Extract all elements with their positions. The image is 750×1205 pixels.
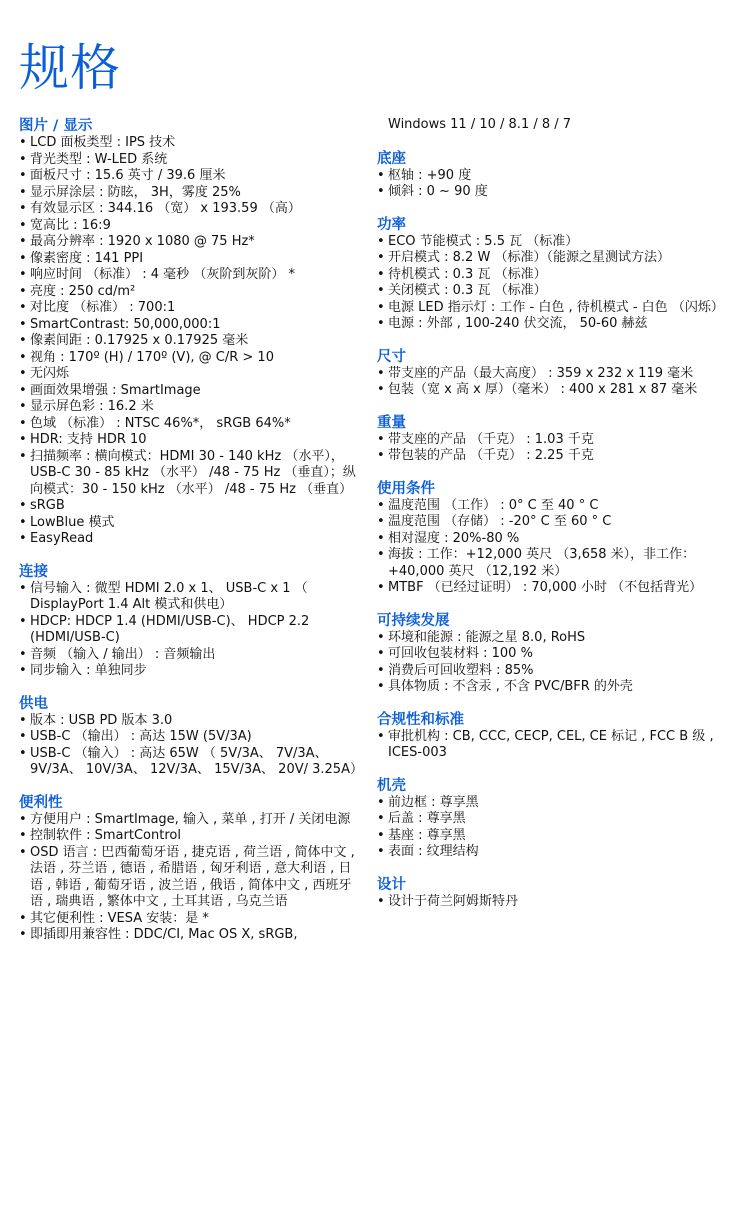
spec-item: • 基座 : 尊享黑 [377,828,727,845]
spec-item: • 音频 （输入 / 输出） : 音频输出 [19,647,359,664]
spec-item: • EasyRead [19,531,359,548]
spec-item: • MTBF （已经过证明） : 70,000 小时 （不包括背光） [377,580,727,597]
section-heading: 连接 [19,563,48,580]
spec-item: • 版本 : USB PD 版本 3.0 [19,713,359,730]
spec-item: • 消费后可回收塑料 : 85% [377,663,727,680]
section-heading: 图片 / 显示 [19,118,93,134]
spec-section [377,777,727,861]
section-heading: 尺寸 [377,348,406,365]
spec-item: • SmartContrast: 50,000,000:1 [19,317,359,334]
spec-section [19,563,359,680]
spec-list [377,366,727,399]
spec-section [377,216,727,333]
spec-list [19,812,359,944]
spec-list [377,630,727,696]
spec-item: • 海拔 : 工作：+12,000 英尺 （3,658 米），非工作：+40,000 英尺 （12,192 米） [377,547,727,580]
spec-item: • 关闭模式 : 0.3 瓦 （标准） [377,283,727,300]
spec-item: • 温度范围 （工作） : 0° C 至 40 ° C [377,498,727,515]
spec-item: • HDR: 支持 HDR 10 [19,432,359,449]
spec-item: • 倾斜 : 0 ~ 90 度 [377,184,727,201]
spec-list [377,168,727,201]
spec-list [377,432,727,465]
spec-item: • LCD 面板类型 : IPS 技术 [19,135,359,152]
spec-item: • 带包装的产品 （千克） : 2.25 千克 [377,448,727,465]
spec-item: • 枢轴 : +90 度 [377,168,727,185]
right-column [377,117,727,925]
spec-item: • ECO 节能模式 : 5.5 瓦 （标准） [377,234,727,251]
spec-item: • 对比度 （标准） : 700:1 [19,300,359,317]
spec-item: • 画面效果增强 : SmartImage [19,383,359,400]
spec-section [377,876,727,911]
section-heading: 便利性 [19,794,63,811]
spec-list [377,795,727,861]
spec-list [19,581,359,680]
spec-item: • 带支座的产品 （千克） : 1.03 千克 [377,432,727,449]
spec-item: • 背光类型 : W-LED 系统 [19,152,359,169]
spec-item: • 相对湿度 : 20%-80 % [377,531,727,548]
spec-item: • 色域 （标准） : NTSC 46%*， sRGB 64%* [19,416,359,433]
spec-list [377,234,727,333]
spec-list [377,729,727,762]
spec-item: • 待机模式 : 0.3 瓦 （标准） [377,267,727,284]
spec-item: • 无闪烁 [19,366,359,383]
spec-item: • 响应时间 （标准） : 4 毫秒 （灰阶到灰阶） * [19,267,359,284]
spec-section [377,612,727,696]
left-column [19,117,363,959]
spec-item: • 即插即用兼容性 : DDC/CI, Mac OS X, sRGB, [19,927,359,944]
spec-section [19,117,359,548]
spec-item: • 审批机构 : CB, CCC, CECP, CEL, CE 标记 , FCC B 级 , ICES-003 [377,729,727,762]
section-heading: 底座 [377,150,406,167]
spec-item: • LowBlue 模式 [19,515,359,532]
spec-item: • 其它便利性 : VESA 安装：是 * [19,911,359,928]
spec-item: • 视角 : 170º (H) / 170º (V), @ C/R > 10 [19,350,359,367]
spec-item: • HDCP: HDCP 1.4 (HDMI/USB-C)、 HDCP 2.2 (HDMI/USB-C) [19,614,359,647]
page-title: 规格 [19,39,121,97]
spec-item: • 扫描频率 : 横向模式：HDMI 30 - 140 kHz （水平）， USB-C 30 - 85 kHz （水平） /48 - 75 Hz （垂直）；纵向模式：30 - 150 kHz （水平） /48 - 75 Hz （垂直） [19,449,359,499]
spec-section [377,150,727,201]
spec-item: • 可回收包装材料 : 100 % [377,646,727,663]
spec-item: • USB-C （输入） : 高达 65W （ 5V/3A、 7V/3A、 9V/3A、 10V/3A、 12V/3A、 15V/3A、 20V/ 3.25A） [19,746,359,779]
spec-item: • 包装（宽 x 高 x 厚）（毫米） : 400 x 281 x 87 毫米 [377,382,727,399]
spec-item: • USB-C （输出） : 高达 15W (5V/3A) [19,729,359,746]
spec-section [377,414,727,465]
section-heading: 合规性和标准 [377,711,464,728]
spec-item: • 设计于荷兰阿姆斯特丹 [377,894,727,911]
spec-item: • 电源 LED 指示灯 : 工作 - 白色 , 待机模式 - 白色 （闪烁） [377,300,727,317]
section-heading: 机壳 [377,777,406,794]
spec-item: • 亮度 : 250 cd/m² [19,284,359,301]
spec-item: • 环境和能源 : 能源之星 8.0, RoHS [377,630,727,647]
spec-section [377,480,727,597]
spec-item: • 像素密度 : 141 PPI [19,251,359,268]
spec-item: • 带支座的产品（最大高度） : 359 x 232 x 119 毫米 [377,366,727,383]
spec-item: • 开启模式 : 8.2 W （标准）（能源之星测试方法） [377,250,727,267]
spec-item: • OSD 语言 : 巴西葡萄牙语 , 捷克语 , 荷兰语 , 简体中文 , 法语 , 芬兰语 , 德语 , 希腊语 , 匈牙利语 , 意大利语 , 日语 , 韩语 , 葡萄牙语 , 波兰语 , 俄语 , 简体中文 , 西班牙语 , 瑞典语 , 繁体中文 , 土耳其语 , 乌克兰语 [19,845,359,911]
spec-list [19,135,359,548]
spec-section [19,794,359,944]
section-heading: 设计 [377,876,406,893]
spec-list [377,894,727,911]
continuation-text: Windows 11 / 10 / 8.1 / 8 / 7 [388,117,572,132]
spec-item: • 显示屏涂层 : 防眩， 3H，雾度 25% [19,185,359,202]
spec-section [377,711,727,762]
spec-list [19,712,363,779]
section-heading: 可持续发展 [377,612,450,629]
spec-item: • 控制软件 : SmartControl [19,828,359,845]
section-heading: 使用条件 [377,480,435,497]
section-heading: 重量 [377,414,406,431]
spec-item: • 显示屏色彩 : 16.2 米 [19,399,359,416]
section-heading: 功率 [377,216,406,233]
spec-item: • 温度范围 （存储） : -20° C 至 60 ° C [377,514,727,531]
spec-item: • 有效显示区 : 344.16 （宽） x 193.59 （高） [19,201,359,218]
spec-item: • 最高分辨率 : 1920 x 1080 @ 75 Hz* [19,234,359,251]
spec-item: • 面板尺寸 : 15.6 英寸 / 39.6 厘米 [19,168,359,185]
spec-item: • 具体物质 : 不含汞 , 不含 PVC/BFR 的外壳 [377,679,727,696]
spec-item: • 电源 : 外部 , 100-240 伏交流， 50-60 赫兹 [377,316,727,333]
spec-item: • 同步输入 : 单独同步 [19,663,359,680]
spec-item: • 前边框 : 尊享黑 [377,795,727,812]
spec-list [377,498,727,597]
spec-item: • sRGB [19,498,359,515]
spec-section [377,348,727,399]
spec-item: • 表面 : 纹理结构 [377,844,727,861]
spec-item: • 宽高比 : 16:9 [19,218,359,235]
spec-item: • 后盖 : 尊享黑 [377,811,727,828]
spec-item: • 像素间距 : 0.17925 x 0.17925 毫米 [19,333,359,350]
spec-item: • 信号输入 : 微型 HDMI 2.0 x 1、 USB-C x 1 （ DisplayPort 1.4 Alt 模式和供电） [19,581,359,614]
section-heading: 供电 [19,695,48,712]
spec-item: • 方便用户 : SmartImage, 输入 , 菜单 , 打开 / 关闭电源 [19,812,359,829]
spec-section [19,695,363,779]
